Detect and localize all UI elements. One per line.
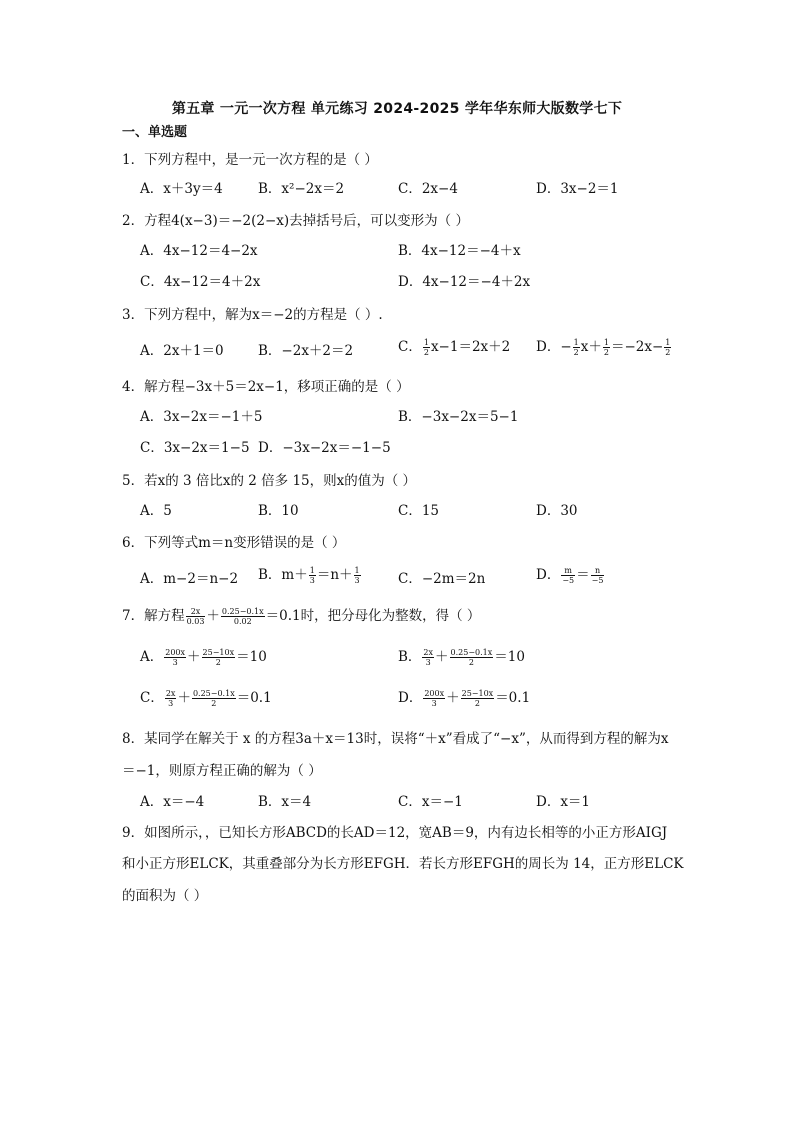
question-3-option-d: D．− $\frac{1}{2}$ x＋ $\frac{1}{2}$ ＝−2x− $\frac{1}{2}$ [536, 338, 671, 357]
question-6-option-d: D． $\frac{m}{-5}$ ＝ $\frac{n}{-5}$ [536, 566, 604, 585]
fraction: $\frac{m}{-5}$ [562, 566, 575, 585]
question-4-option-d: D．−3x−2x＝−1−5 [258, 440, 391, 456]
fraction: $\frac{n}{-5}$ [591, 566, 604, 585]
fraction: $\frac{25-10x}{2}$ [461, 689, 494, 708]
question-3-stem: 3．下列方程中，解为x＝−2的方程是（ ）. [122, 307, 383, 323]
question-9-stem-line-2: 和小正方形ELCK，其重叠部分为长方形EFGH．若长方形EFGH的周长为 14，正方形ELCK [122, 856, 684, 872]
fraction: $\frac{1}{2}$ [423, 338, 429, 357]
question-4-option-a: A．3x−2x＝−1＋5 [140, 409, 263, 425]
question-2-option-b: B．4x−12＝−4＋x [398, 243, 521, 259]
question-8-option-a: A．x＝−4 [140, 794, 205, 810]
fraction: $\frac{0.25-0.1x}{2}$ [450, 648, 493, 667]
question-8-option-d: D．x＝1 [536, 794, 591, 810]
fraction: $\frac{1}{3}$ [309, 566, 315, 585]
question-6-stem: 6．下列等式m＝n变形错误的是（ ） [122, 535, 346, 551]
question-7-option-b: B． $\frac{2x}{3}$ ＋ $\frac{0.25-0.1x}{2}$ ＝10 [398, 648, 525, 667]
fraction: $\frac{1}{2}$ [573, 338, 579, 357]
question-1-option-a: A．x＋3y＝4 [140, 181, 223, 197]
question-3-option-b: B．−2x＋2＝2 [258, 343, 354, 359]
question-6-option-b: B．m＋ $\frac{1}{3}$ ＝n＋ $\frac{1}{3}$ [258, 566, 360, 585]
question-8-stem-line-1: 8．某同学在解关于 x 的方程3a＋x＝13时，误将“＋x”看成了“−x”，从而得到方程的解为x [122, 731, 669, 747]
question-2-option-a: A．4x−12＝4−2x [140, 243, 258, 259]
question-5-option-b: B．10 [258, 503, 299, 519]
section-heading: 一、单选题 [122, 125, 188, 140]
question-2-option-c: C．4x−12＝4＋2x [140, 274, 261, 290]
question-6-option-c: C．−2m＝2n [398, 571, 486, 587]
question-1-stem: 1．下列方程中，是一元一次方程的是（ ） [122, 152, 378, 168]
question-3-option-a: A．2x＋1＝0 [140, 343, 224, 359]
question-7-option-a: A． $\frac{200x}{3}$ ＋ $\frac{25-10x}{2}$ ＝10 [140, 648, 267, 667]
fraction: $\frac{1}{3}$ [354, 566, 360, 585]
question-8-option-c: C．x＝−1 [398, 794, 463, 810]
question-8-stem-line-2: ＝−1，则原方程正确的解为（ ） [122, 763, 322, 779]
question-1-option-c: C．2x−4 [398, 181, 458, 197]
question-5-option-a: A．5 [140, 503, 172, 519]
question-4-option-c: C．3x−2x＝1−5 [140, 440, 250, 456]
question-2-stem: 2．方程4(x−3)＝−2(2−x)去掉括号后，可以变形为（ ） [122, 213, 469, 229]
fraction: $\frac{1}{2}$ [603, 338, 609, 357]
question-7-option-d: D． $\frac{200x}{3}$ ＋ $\frac{25-10x}{2}$ ＝0.1 [398, 689, 531, 708]
question-4-stem: 4．解方程−3x＋5＝2x−1，移项正确的是（ ） [122, 379, 410, 395]
question-1-option-b: B．x²−2x＝2 [258, 181, 345, 197]
question-8-option-b: B．x＝4 [258, 794, 312, 810]
question-5-stem: 5．若x的 3 倍比x的 2 倍多 15，则x的值为（ ） [122, 473, 417, 489]
question-5-option-d: D．30 [536, 503, 578, 519]
fraction: $\frac{25-10x}{2}$ [202, 648, 235, 667]
fraction: $\frac{2x}{3}$ [423, 648, 434, 667]
fraction: $\frac{0.25-0.1x}{0.02}$ [221, 607, 264, 626]
page-title: 第五章 一元一次方程 单元练习 2024-2025 学年华东师大版数学七下 [171, 101, 623, 117]
fraction: $\frac{200x}{3}$ [165, 648, 186, 667]
question-7-option-c: C． $\frac{2x}{3}$ ＋ $\frac{0.25-0.1x}{2}$ ＝0.1 [140, 689, 272, 708]
question-4-option-b: B．−3x−2x＝5−1 [398, 409, 519, 425]
question-9-stem-line-1: 9．如图所示，，已知长方形ABCD的长AD＝12，宽AB＝9，内有边长相等的小正方形AIGJ [122, 825, 668, 841]
question-6-option-a: A．m−2＝n−2 [140, 571, 239, 587]
question-1-option-d: D．3x−2＝1 [536, 181, 619, 197]
fraction: $\frac{0.25-0.1x}{2}$ [192, 689, 235, 708]
question-2-option-d: D．4x−12＝−4＋2x [398, 274, 531, 290]
fraction: $\frac{1}{2}$ [665, 338, 671, 357]
question-9-stem-line-3: 的面积为（ ） [122, 888, 208, 904]
fraction: $\frac{200x}{3}$ [424, 689, 445, 708]
question-7-stem: 7．解方程 $\frac{2x}{0.03}$ ＋ $\frac{0.25-0.1x}{0.02}$ ＝0.1时，把分母化为整数，得（ ） [122, 607, 481, 626]
question-5-option-c: C．15 [398, 503, 440, 519]
question-3-option-c: C． $\frac{1}{2}$ x−1＝2x＋2 [398, 338, 511, 357]
fraction: $\frac{2x}{0.03}$ [186, 607, 205, 626]
fraction: $\frac{2x}{3}$ [165, 689, 176, 708]
